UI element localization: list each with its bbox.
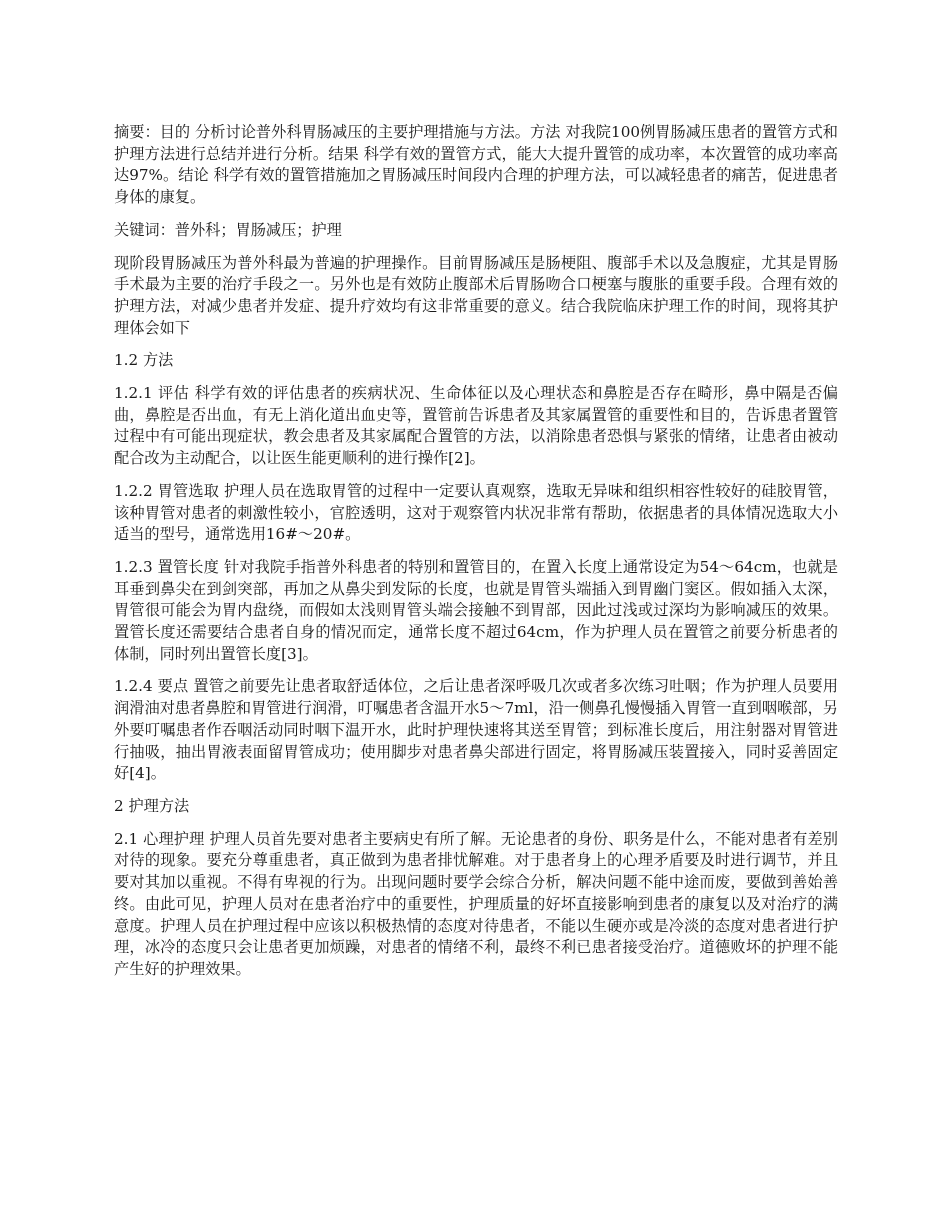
paragraph-1-2-1: 1.2.1 评估 科学有效的评估患者的疾病状况、生命体征以及心理状态和鼻腔是否存在畸形，鼻中隔是否偏曲，鼻腔是否出血，有无上消化道出血史等，置管前告诉患者及其家属置管的重要性和目的，告诉患者置管过程中有可能出现症状，教会患者及其家属配合置管的方法，以消除患者恐惧与紧张的情绪，让患者由被动配合改为主动配合，以让医生能更顺利的进行操作[2]。 (114, 384, 838, 468)
paragraph-2-1: 2.1 心理护理 护理人员首先要对患者主要病史有所了解。无论患者的身份、职务是什么，不能对患者有差别对待的现象。要充分尊重患者，真正做到为患者排忧解难。对于患者身上的心理矛盾要及时进行调节，并且要对其加以重视。不得有卑视的行为。出现问题时要学会综合分析，解决问题不能中途而废，要做到善始善终。由此可见，护理人员对在患者治疗中的重要性，护理质量的好坏直接影响到患者的康复以及对治疗的满意度。护理人员在护理过程中应该以积极热情的态度对待患者，不能以生硬亦或是冷淡的态度对患者进行护理，冰冷的态度只会让患者更加烦躁，对患者的情绪不利，最终不利已患者接受治疗。道德败坏的护理不能产生好的护理效果。 (114, 829, 838, 978)
document-body (114, 122, 838, 992)
paragraph-1-2-4: 1.2.4 要点 置管之前要先让患者取舒适体位，之后让患者深呼吸几次或者多次练习吐咽；作为护理人员要用润滑油对患者鼻腔和胃管进行润滑，叮嘱患者含温开水5～7ml，沿一侧鼻孔慢慢插入胃管一直到咽喉部，另外要叮嘱患者作吞咽活动同时咽下温开水，此时护理快速将其送至胃管；到标准长度后，用注射器对胃管进行抽吸，抽出胃液表面留胃管成功；使用脚步对患者鼻尖部进行固定，将胃肠减压装置接入，同时妥善固定好[4]。 (114, 677, 838, 783)
section-heading-2: 2 护理方法 (114, 796, 190, 815)
section-heading-1-2: 1.2 方法 (114, 351, 174, 370)
intro-paragraph: 现阶段胃肠减压为普外科最为普遍的护理操作。目前胃肠减压是肠梗阻、腹部手术以及急腹症，尤其是胃肠手术最为主要的治疗手段之一。另外也是有效防止腹部术后胃肠吻合口梗塞与腹胀的重要手段。合理有效的护理方法，对减少患者并发症、提升疗效均有这非常重要的意义。结合我院临床护理工作的时间，现将其护理体会如下 (114, 253, 838, 337)
paragraph-1-2-3: 1.2.3 置管长度 针对我院手指普外科患者的特别和置管目的，在置入长度上通常设定为54～64cm，也就是耳垂到鼻尖在到剑突部，再加之从鼻尖到发际的长度，也就是胃管头端插入到胃幽门窦区。假如插入太深，胃管很可能会为胃内盘绕，而假如太浅则胃管头端会接触不到胃部，因此过浅或过深均为影响减压的效果。置管长度还需要结合患者自身的情况而定，通常长度不超过64cm，作为护理人员在置管之前要分析患者的体制，同时列出置管长度[3]。 (114, 557, 838, 663)
keywords-line: 关键词：普外科；胃肠减压；护理 (114, 220, 342, 239)
abstract-paragraph: 摘要：目的 分析讨论普外科胃肠减压的主要护理措施与方法。方法 对我院100例胃肠减压患者的置管方式和护理方法进行总结并进行分析。结果 科学有效的置管方式，能大大提升置管的成功率，本次置管的成功率高达97%。结论 科学有效的置管措施加之胃肠减压时间段内合理的护理方法，可以减轻患者的痛苦，促进患者身体的康复。 (114, 123, 838, 207)
paragraph-1-2-2: 1.2.2 胃管选取 护理人员在选取胃管的过程中一定要认真观察，选取无异味和组织相容性较好的硅胶胃管，该种胃管对患者的刺激性较小，官腔透明，这对于观察管内状况非常有帮助，依据患者的具体情况选取大小适当的型号，通常选用16#～20#。 (114, 481, 838, 544)
